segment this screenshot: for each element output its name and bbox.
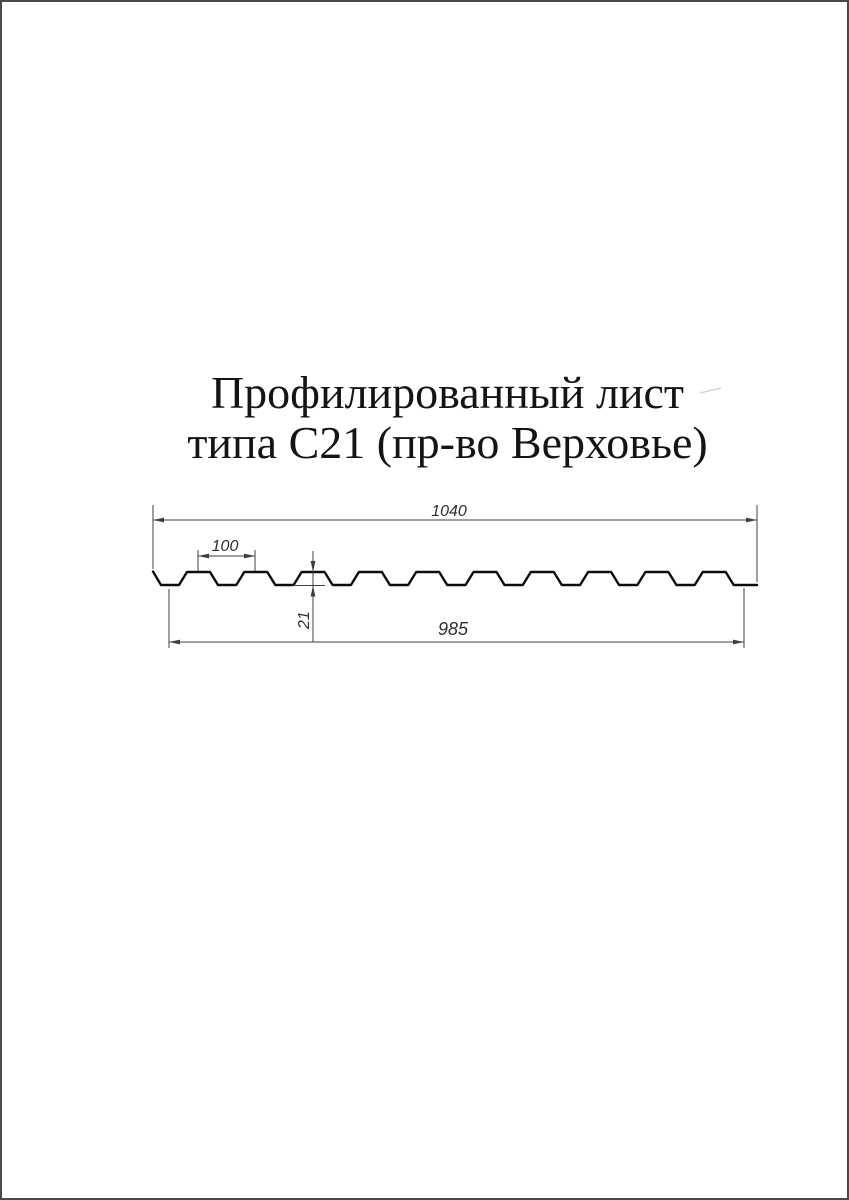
title-line-1: Профилированный лист	[210, 367, 685, 418]
arrowhead-right	[244, 554, 255, 559]
profile-outline	[153, 572, 757, 586]
arrowhead-right	[733, 640, 744, 645]
profile-drawing	[2, 2, 849, 1200]
arrowhead-right	[746, 518, 757, 523]
dimension-label-profile-height: 21	[296, 611, 313, 629]
dimension-label-overall-width: 1040	[431, 503, 467, 520]
arrowhead-left	[198, 554, 209, 559]
dimension-overall-width	[153, 503, 757, 582]
scan-artifact	[700, 388, 721, 393]
arrowhead-left	[169, 640, 180, 645]
arrowhead-left	[153, 518, 164, 523]
arrowhead-top	[311, 561, 316, 572]
dimension-useful-width	[169, 588, 744, 648]
dimension-profile-height	[292, 551, 325, 642]
dimension-label-useful-width: 985	[437, 619, 469, 639]
arrowhead-bottom	[311, 586, 316, 597]
dimension-label-wave-pitch: 100	[211, 538, 239, 555]
title-line-2: типа С21 (пр-во Верховье)	[187, 417, 708, 468]
dimension-wave-pitch	[198, 538, 255, 571]
